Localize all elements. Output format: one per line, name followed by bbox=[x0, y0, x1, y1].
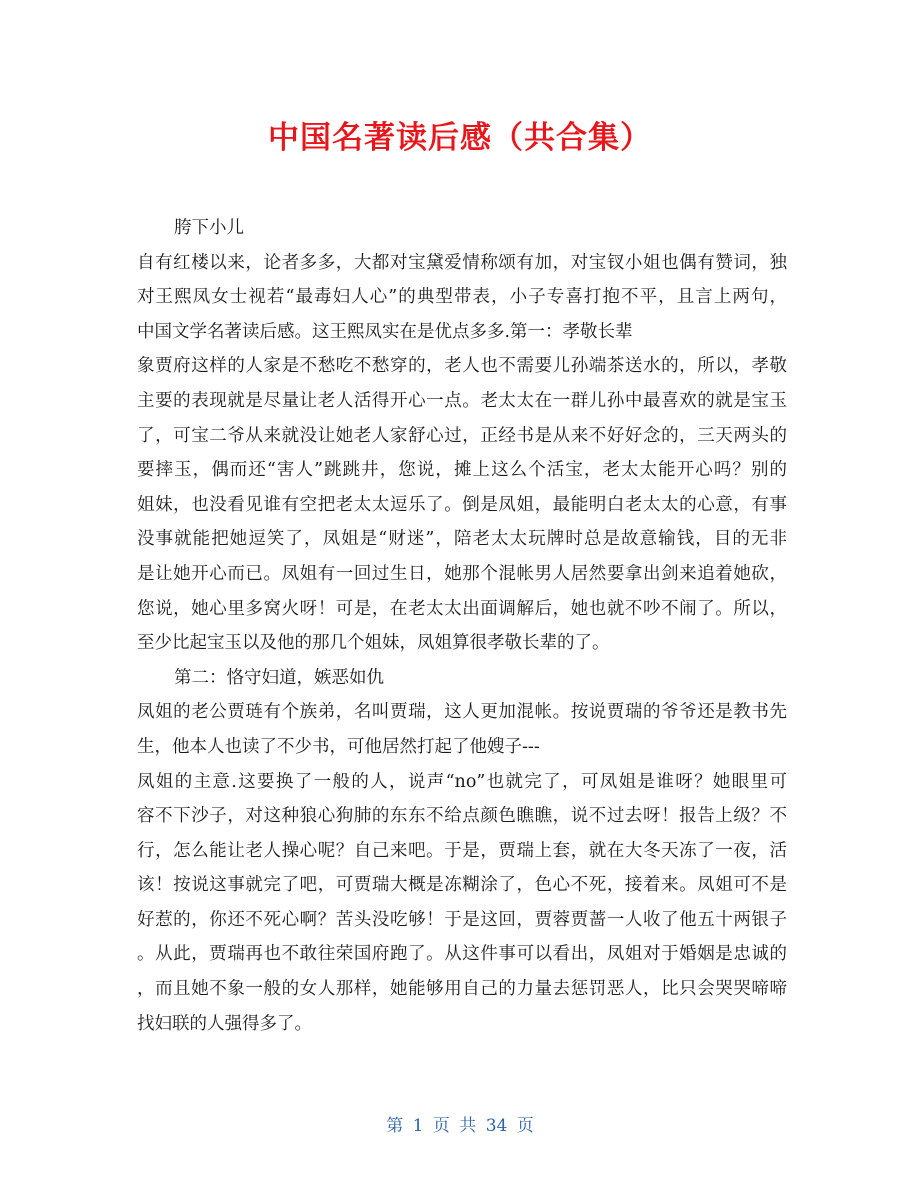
body-line: 好惹的，你还不死心啊？苦头没吃够！于是这回，贾蓉贾蔷一人收了他五十两银子 bbox=[137, 909, 787, 930]
body-line: 至少比起宝玉以及他的那几个姐妹，凤姐算很孝敬长辈的了。 bbox=[137, 633, 610, 654]
author-line: 胯下小儿 bbox=[174, 218, 244, 238]
body-line: 自有红楼以来，论者多多，大都对宝黛爱情称颂有加，对宝钗小姐也偶有赞词，独 bbox=[137, 252, 787, 273]
body-line: 。从此，贾瑞再也不敢往荣国府跑了。从这件事可以看出，凤姐对于婚姻是忠诚的 bbox=[137, 944, 787, 965]
body-line: 该！按说这事就完了吧，可贾瑞大概是冻糊涂了，色心不死，接着来。凤姐可不是 bbox=[137, 875, 787, 896]
page-number: 第 1 页 共 34 页 bbox=[386, 1116, 534, 1136]
body-line: 象贾府这样的人家是不愁吃不愁穿的，老人也不需要儿孙端茶送水的，所以，孝敬 bbox=[137, 356, 787, 377]
body-line: ，而且她不象一般的女人那样，她能够用自己的力量去惩罚恶人，比只会哭哭啼啼 bbox=[137, 979, 787, 1000]
body-line: 生，他本人也读了不少书，可他居然打起了他嫂子--- bbox=[137, 736, 540, 757]
body-line: 凤姐的主意.这要换了一般的人，说声“no”也就完了，可凤姐是谁呀？她眼里可 bbox=[137, 771, 787, 792]
body-line: 要摔玉，偶而还“害人”跳跳井，您说，摊上这么个活宝，老太太能开心吗？别的 bbox=[137, 460, 787, 481]
body-line: 中国文学名著读后感。这王熙凤实在是优点多多.第一：孝敬长辈 bbox=[137, 321, 633, 342]
document-body bbox=[137, 211, 787, 1041]
body-line: 姐妹，也没看见谁有空把老太太逗乐了。倒是凤姐，最能明白老太太的心意，有事 bbox=[137, 494, 787, 515]
section-heading: 第二：恪守妇道，嫉恶如仇 bbox=[174, 667, 384, 688]
body-line: 找妇联的人强得多了。 bbox=[137, 1013, 312, 1034]
body-line: 对王熙凤女士视若“最毒妇人心”的典型带表，小子专喜打抱不平，且言上两句， bbox=[137, 287, 787, 308]
body-line: 您说，她心里多窝火呀！可是，在老太太出面调解后，她也就不吵不闹了。所以， bbox=[137, 598, 787, 619]
body-line: 没事就能把她逗笑了，凤姐是“财迷”，陪老太太玩牌时总是故意输钱，目的无非 bbox=[137, 529, 787, 550]
body-line: 了，可宝二爷从来就没让她老人家舒心过，正经书是从来不好好念的，三天两头的 bbox=[137, 425, 787, 446]
body-line: 凤姐的老公贾琏有个族弟，名叫贾瑞，这人更加混帐。按说贾瑞的爷爷还是教书先 bbox=[137, 702, 787, 723]
body-line: 行，怎么能让老人操心呢？自己来吧。于是，贾瑞上套，就在大冬天冻了一夜，活 bbox=[137, 840, 787, 861]
body-line: 是让她开心而已。凤姐有一回过生日，她那个混帐男人居然要拿出剑来追着她砍， bbox=[137, 563, 787, 584]
body-line: 容不下沙子，对这种狼心狗肺的东东不给点颜色瞧瞧，说不过去呀！报告上级？不 bbox=[137, 806, 787, 827]
document-title: 中国名著读后感（共合集） bbox=[268, 120, 652, 156]
body-line: 主要的表现就是尽量让老人活得开心一点。老太太在一群儿孙中最喜欢的就是宝玉 bbox=[137, 390, 787, 411]
